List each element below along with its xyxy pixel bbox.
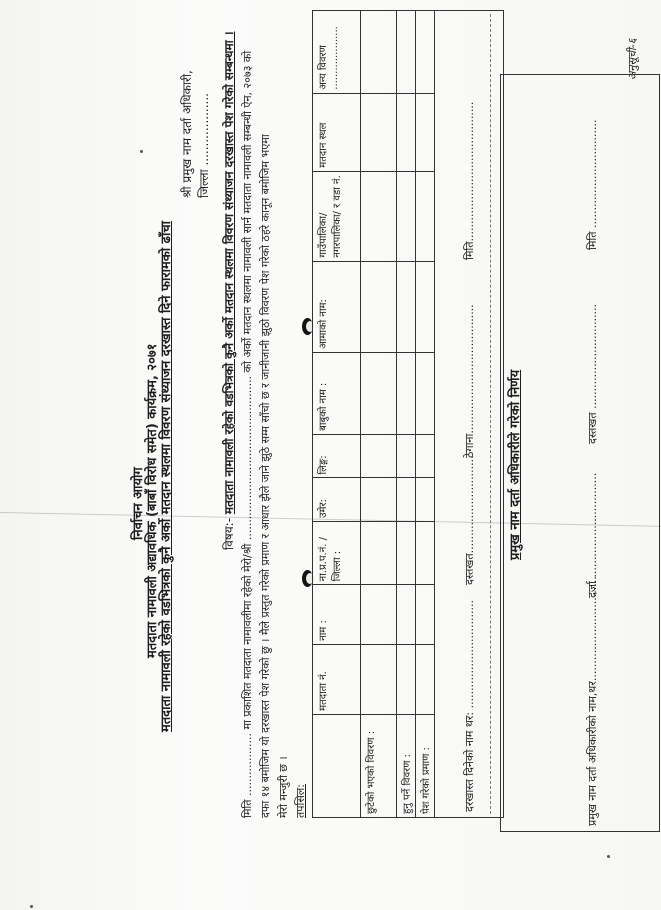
table-header: आमाको नाम: <box>313 261 361 352</box>
applicant-name: दरखास्त दिनेको नाम थर: ............................... <box>463 600 476 812</box>
details-label: तपसिल: <box>294 784 307 818</box>
body-line-3: मेरो मन्जुरी छ । <box>277 756 290 818</box>
table-cell <box>397 521 416 584</box>
table-cell <box>361 585 397 644</box>
body-line-2: दफा १४ बमोजिम यो दरखास्त पेश गरेको छु । मैले प्रस्तुत गरेको प्रमाण र आधार झैले जाने झुठे सम्म साँचो छ र जानीजानी झुठो विवरण पेश गरेको ठहरे कानून बमोजिम भएमा <box>259 134 272 818</box>
cut-line <box>490 14 491 814</box>
table-cell <box>416 93 435 171</box>
table-header: बाबुको नाम : <box>313 352 361 434</box>
decision-box <box>500 74 660 832</box>
table-cell <box>416 521 435 584</box>
table-header: नाम : <box>313 585 361 644</box>
table-cell <box>416 11 435 94</box>
table-header: ना.प्र.प.नं. /जिल्ला : <box>313 521 361 584</box>
table-cell <box>397 478 416 522</box>
table-cell <box>416 585 435 644</box>
row-label: हुनु पर्ने विवरण : <box>397 714 416 817</box>
table-row <box>361 11 397 818</box>
table-cell <box>361 171 397 261</box>
program-title: मतदाता नामावली अद्यावधिक (बाबाँ विरोध समेत) कार्यक्रम, २०७१ <box>145 343 160 658</box>
table-cell <box>361 521 397 584</box>
officer-name: प्रमुख नाम दर्ता अधिकारीको नाम,थर.............................. <box>586 576 599 826</box>
details-table <box>312 10 435 818</box>
officer-date: मिति ............................... <box>586 119 599 250</box>
applicant-signature: दस्तखत............................ <box>463 455 476 585</box>
table-cell <box>416 644 435 714</box>
table-header: मतदाता नं. <box>313 644 361 714</box>
table-header: उमेर: <box>313 478 361 522</box>
table-cell <box>397 261 416 352</box>
table-header-other <box>313 11 361 94</box>
table-cell <box>416 171 435 261</box>
applicant-address: ठेगाना..................................... <box>463 304 476 458</box>
table-cell <box>416 261 435 352</box>
table-cell <box>416 434 435 478</box>
table-cell <box>361 478 397 522</box>
table-header-row <box>313 11 361 818</box>
row-label: पेश गरेको प्रमाण : <box>416 714 435 817</box>
body-line-1: मिति .................. मा प्रकाशित मतदाता नामावलीमा रहेको मेरो/श्री ............................................... को अर्को मतदान स्थलमा नामावली सार्न मतदाता नामावली सम्बन्धी ऐन, २०७३ को <box>241 50 254 818</box>
org-name: निर्वाचन आयोग <box>131 467 146 540</box>
table-cell <box>416 352 435 434</box>
table-corner-cell <box>313 714 361 817</box>
applicant-date: मिति........................................ <box>463 101 476 260</box>
subject <box>220 31 237 550</box>
table-cell <box>397 644 416 714</box>
addressee-line-1: श्री प्रमुख नाम दर्ता अधिकारी, <box>180 70 194 198</box>
table-cell <box>397 93 416 171</box>
table-cell <box>361 352 397 434</box>
row-label: छुटेको भएको विवरण : <box>361 714 397 817</box>
table-cell <box>397 434 416 478</box>
officer-post: दर्जा .............................. <box>586 472 599 598</box>
table-cell <box>361 93 397 171</box>
table-row <box>416 11 435 818</box>
table-cell <box>416 478 435 522</box>
table-header: मतदान स्थल <box>313 93 361 171</box>
table-cell <box>397 352 416 434</box>
table-cell <box>397 171 416 261</box>
officer-signature: दस्तखत .............................. <box>586 303 599 444</box>
table-cell <box>397 585 416 644</box>
table-header-note: .................... <box>329 26 340 90</box>
table-cell <box>361 434 397 478</box>
decision-title: प्रमुख नाम दर्ता अधिकारीले गरेको निर्णय <box>508 369 523 560</box>
subject-prefix: विषय:- <box>222 517 236 550</box>
annex-label: अनुसूची-६ <box>626 38 639 80</box>
table-header: गाउँपालिका/ नगरपालिका/ र वडा नं. <box>313 171 361 261</box>
table-row <box>397 11 416 818</box>
table-header-label: अन्य विवरण <box>318 45 329 90</box>
table-cell <box>361 644 397 714</box>
form-title: मतदाता नामावली रहेको वडभित्रको कुनै अर्को मतदान स्थलमा विवरण संथ्याजन दरखास्त दिने फारामको ढाँचा <box>159 221 174 732</box>
table-cell <box>361 11 397 94</box>
table-cell <box>361 261 397 352</box>
table-cell <box>397 11 416 94</box>
addressee-line-2: जिल्ला ................... <box>197 93 211 198</box>
subject-text: मतदाता नामावली रहेको वडभित्रको कुनै अर्को मतदान स्थलमा विवरण संथ्याजन दरखास्त पेश गरेको सम्बन्धमा । <box>222 31 236 515</box>
table-header: लिङ्ग: <box>313 434 361 478</box>
